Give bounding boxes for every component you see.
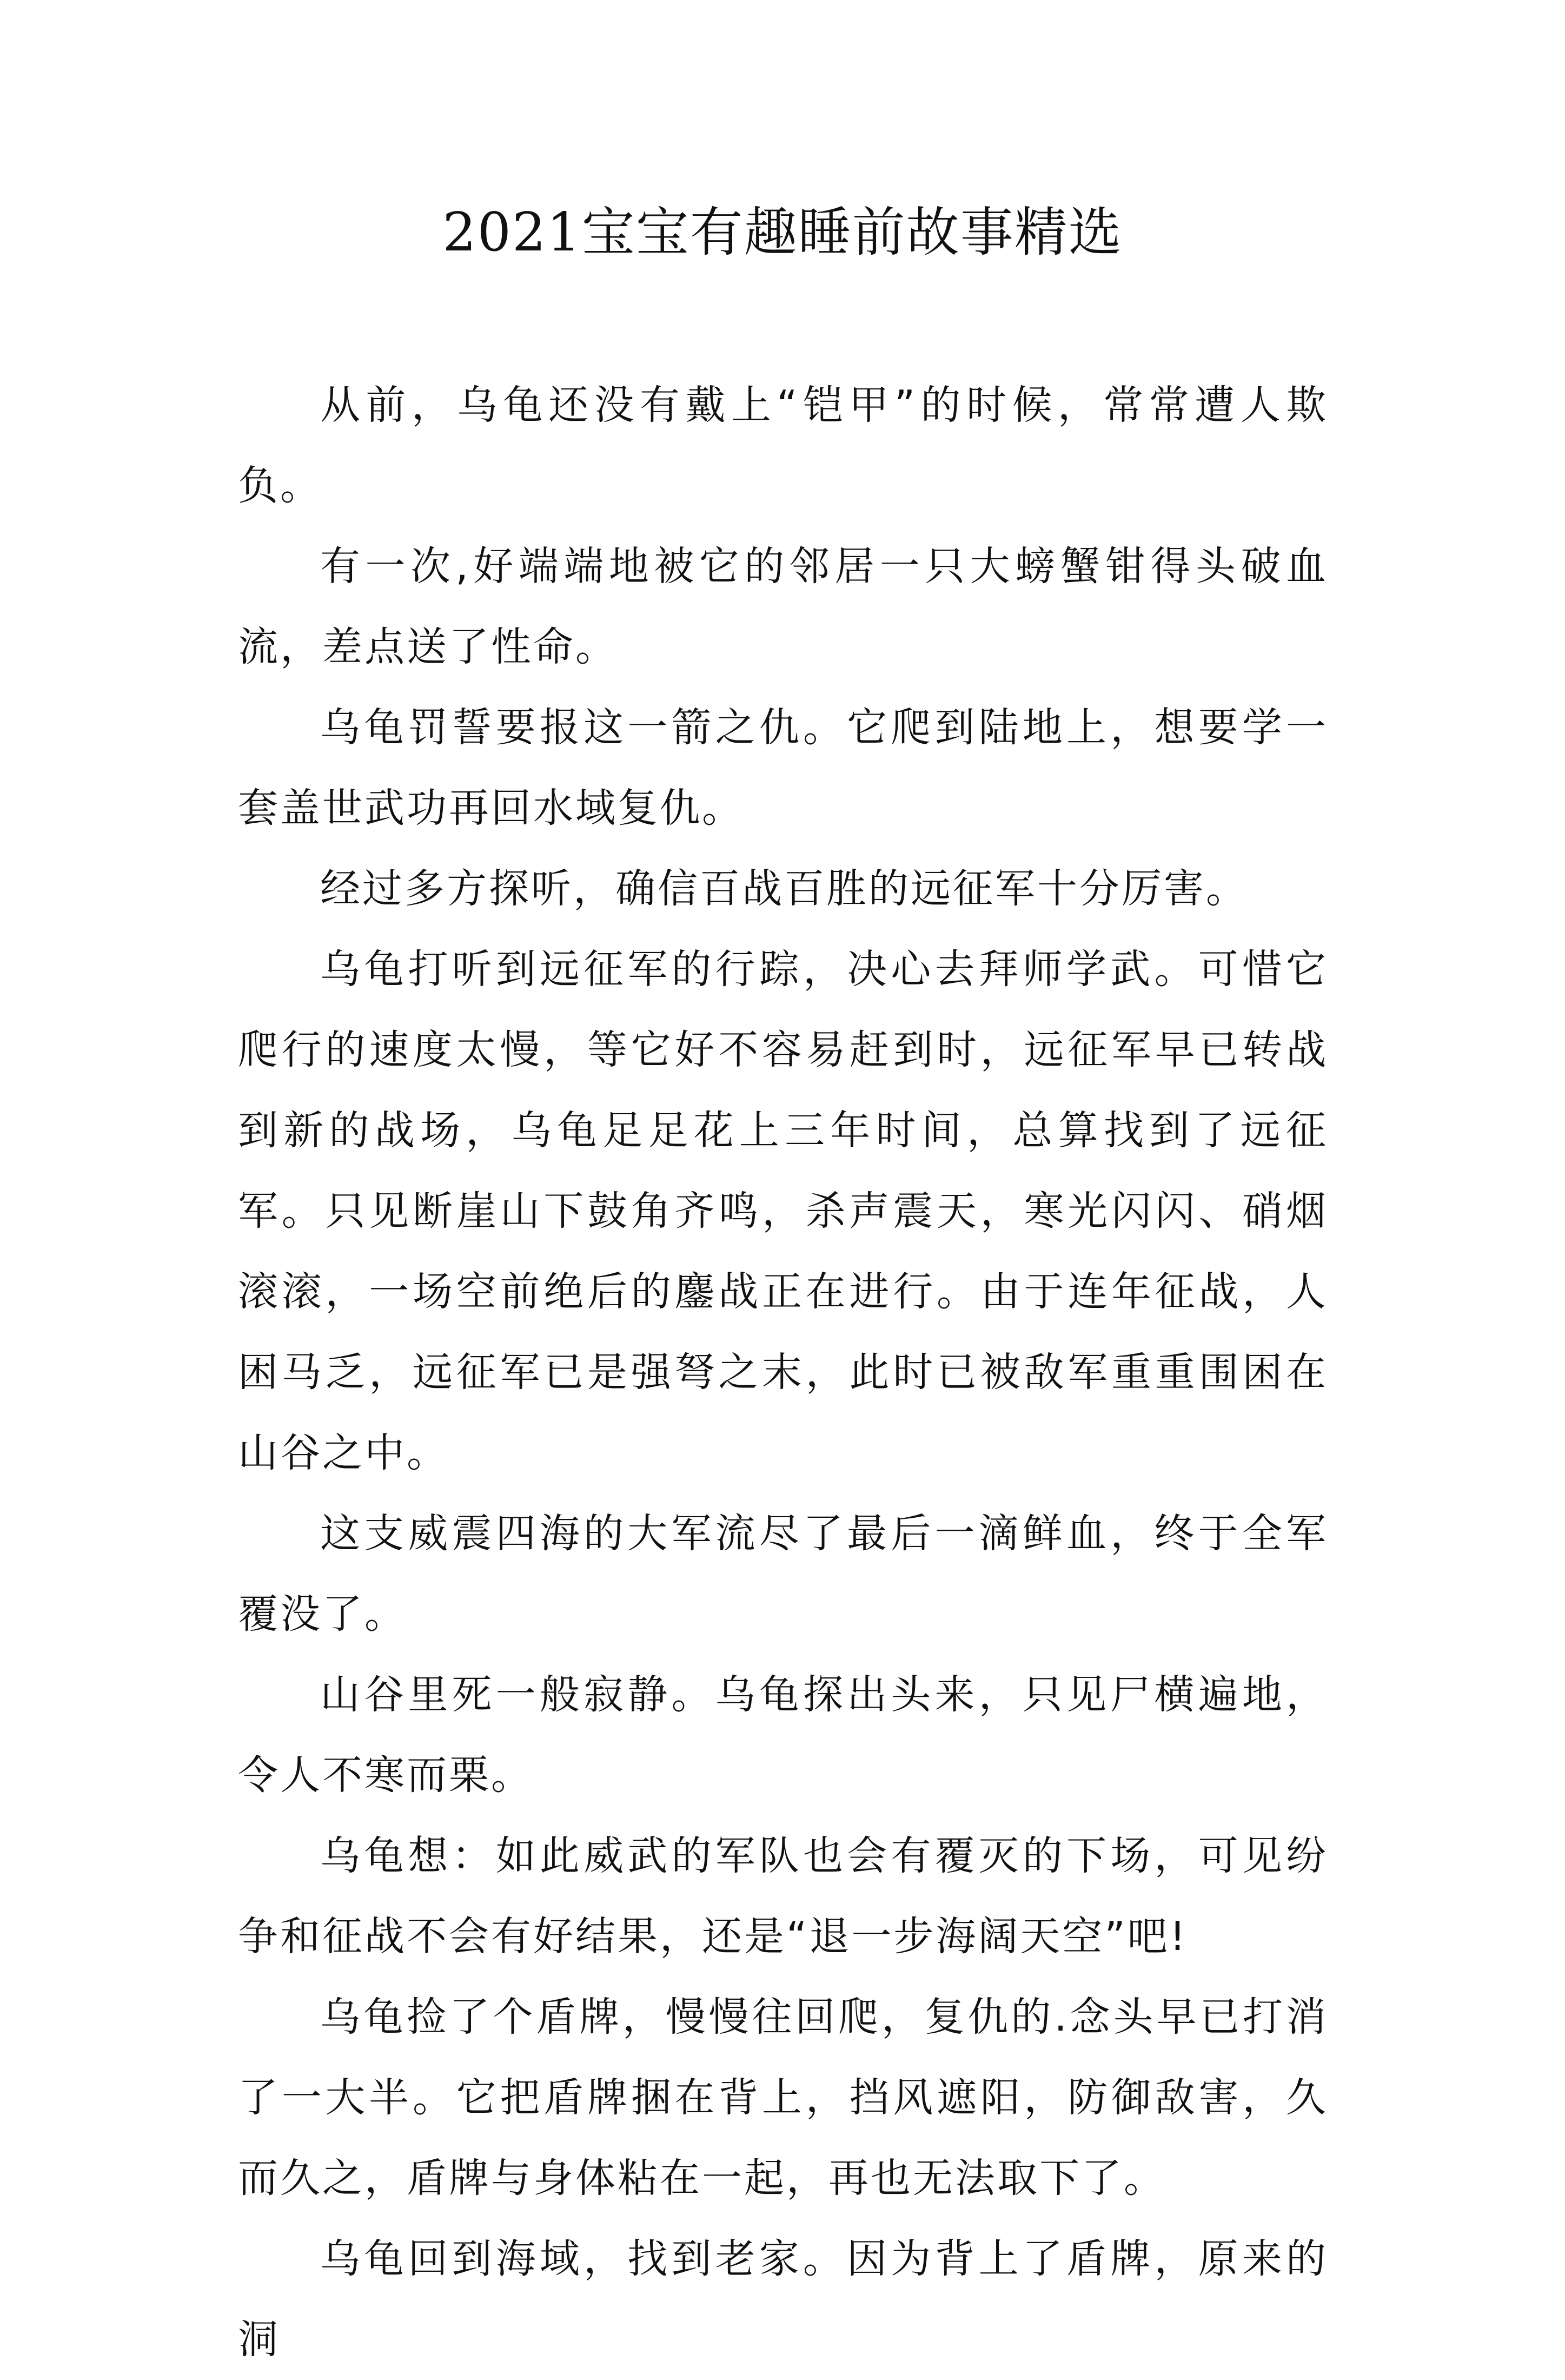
paragraph: 乌龟打听到远征军的行踪，决心去拜师学武。可惜它爬行的速度太慢，等它好不容易赶到时，远征军早已转战到新的战场，乌龟足足花上三年时间，总算找到了远征军。只见断崖山下鼓角齐鸣，杀声震天，寒光闪闪、硝烟滚滚，一场空前绝后的鏖战正在进行。由于连年征战，人困马乏，远征军已是强弩之末，此时已被敌军重重围困在山谷之中。 bbox=[238, 946, 1328, 1476]
paragraph: 乌龟回到海域，找到老家。因为背上了盾牌，原来的洞 bbox=[238, 2236, 1328, 2363]
paragraph: 乌龟罚誓要报这一箭之仇。它爬到陆地上，想要学一套盖世武功再回水域复仇。 bbox=[238, 704, 1328, 831]
paragraph: 有一次,好端端地被它的邻居一只大螃蟹钳得头破血流，差点送了性命。 bbox=[238, 543, 1328, 670]
document-body bbox=[238, 365, 1328, 2380]
paragraph: 从前，乌龟还没有戴上“铠甲”的时候，常常遭人欺负。 bbox=[238, 382, 1328, 509]
paragraph: 乌龟捡了个盾牌，慢慢往回爬，复仇的.念头早已打消了一大半。它把盾牌捆在背上，挡风遮阳，防御敌害，久而久之，盾牌与身体粘在一起，再也无法取下了。 bbox=[238, 1994, 1328, 2202]
paragraph: 经过多方探听，确信百战百胜的远征军十分厉害。 bbox=[320, 865, 1248, 912]
paragraph: 这支威震四海的大军流尽了最后一滴鲜血，终于全军覆没了。 bbox=[238, 1510, 1328, 1637]
paragraph: 山谷里死一般寂静。乌龟探出头来，只见尸横遍地，令人不寒而栗。 bbox=[238, 1671, 1328, 1799]
paragraph: 乌龟想：如此威武的军队也会有覆灭的下场，可见纷争和征战不会有好结果，还是“退一步海阔天空”吧! bbox=[238, 1833, 1328, 1960]
document-title: 2021宝宝有趣睡前故事精选 bbox=[442, 202, 1123, 263]
